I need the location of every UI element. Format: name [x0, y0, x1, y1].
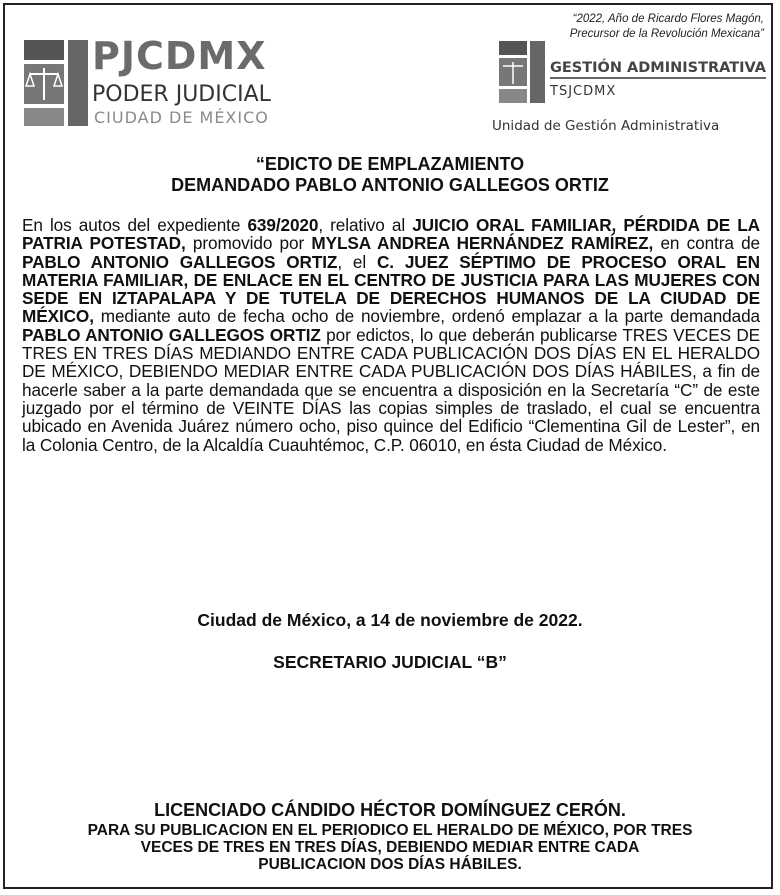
body-text: En los autos del expediente: [22, 215, 248, 235]
case-number: 639/2020: [247, 215, 319, 235]
defendant-name: PABLO ANTONIO GALLEGOS ORTIZ: [22, 251, 338, 272]
motto-line-1: “2022, Año de Ricardo Flores Magón,: [572, 13, 764, 25]
body-text: en contra de: [653, 233, 761, 254]
body-text: , relativo al: [318, 215, 413, 235]
secretary-title: SECRETARIO JUDICIAL “B”: [273, 652, 507, 672]
tsjcdmx-emblem-icon: [498, 40, 546, 104]
year-motto: [464, 12, 764, 42]
signer-name: LICENCIADO CÁNDIDO HÉCTOR DOMÍNGUEZ CERÓN.: [154, 800, 626, 820]
body-text: promovido por: [185, 233, 312, 254]
defendant-name-2: PABLO ANTONIO GALLEGOS ORTIZ: [22, 324, 321, 345]
logo-ciudad-de-mexico: CIUDAD DE MÉXICO: [94, 108, 269, 127]
unit-name: Unidad de Gestión Administrativa: [492, 118, 720, 134]
judge-title: C. JUEZ SÉPTIMO DE PROCESO ORAL EN MATERIA FAMILIAR, DE ENLACE EN EL CENTRO DE JUSTICIA PARA LAS MUJERES CON SEDE EN IZTAPALAPA Y DE TUTELA DE DERECHOS HUMANOS DE LA CIUDAD DE MÉXICO,: [22, 251, 760, 327]
body-text: mediante auto de fecha ocho de noviembre, ordenó emplazar a la parte demandada: [93, 306, 760, 327]
gestion-administrativa-title: GESTIÓN ADMINISTRATIVA: [550, 60, 766, 79]
body-text: , el: [337, 251, 377, 272]
plaintiff-name: MYLSA ANDREA HERNÁNDEZ RAMÍREZ,: [311, 233, 654, 254]
edict-body: [22, 216, 760, 454]
publication-note-line-3: PUBLICACION DOS DÍAS HÁBILES.: [258, 856, 522, 873]
publication-note-line-2: VECES DE TRES EN TRES DÍAS, DEBIENDO MEDIAR ENTRE CADA: [140, 839, 640, 856]
date-line: Ciudad de México, a 14 de noviembre de 2022.: [197, 610, 583, 630]
poder-judicial-emblem-icon: [22, 38, 90, 128]
gestion-administrativa-logo: [498, 40, 768, 104]
title-line-1: “EDICTO DE EMPLAZAMIENTO: [255, 154, 525, 174]
signature-block: [0, 800, 780, 873]
pjcdmx-logo: [22, 36, 302, 132]
publication-note-line-1: PARA SU PUBLICACION EN EL PERIODICO EL HERALDO DE MÉXICO, POR TRES: [87, 822, 693, 839]
body-text: por edictos, lo que deberán publicarse TRES VECES DE TRES EN TRES DÍAS MEDIANDO ENTRE CADA PUBLICACIÓN DOS DÍAS EN EL HERALDO DE MÉXICO, DEBIENDO MEDIAR ENTRE CADA PUBLICACIÓN DOS DÍAS HÁBILES, a fin de hacerle saber a la parte demandada que se encuentra a disposición en la Secretaría “C” de este juzgado por el término de VEINTE DÍAS las copias simples de traslado, el cual se encuentra ubicado en Avenida Juárez número ocho, piso quince del Edificio “Clementina Gil de Lester”, en la Colonia Centro, de la Alcaldía Cuauhtémoc, C.P. 06010, en ésta Ciudad de México.: [22, 324, 760, 455]
title-line-2: DEMANDADO PABLO ANTONIO GALLEGOS ORTIZ: [171, 175, 609, 195]
logo-wordmark: PJCDMX: [92, 34, 267, 78]
edict-title: [0, 154, 780, 196]
motto-line-2: Precursor de la Revolución Mexicana”: [569, 28, 764, 40]
trial-type: JUICIO ORAL FAMILIAR, PÉRDIDA DE LA PATRIA POTESTAD,: [22, 215, 760, 254]
logo-poder-judicial: PODER JUDICIAL: [92, 82, 271, 107]
tsjcdmx-label: TSJCDMX: [550, 84, 617, 99]
